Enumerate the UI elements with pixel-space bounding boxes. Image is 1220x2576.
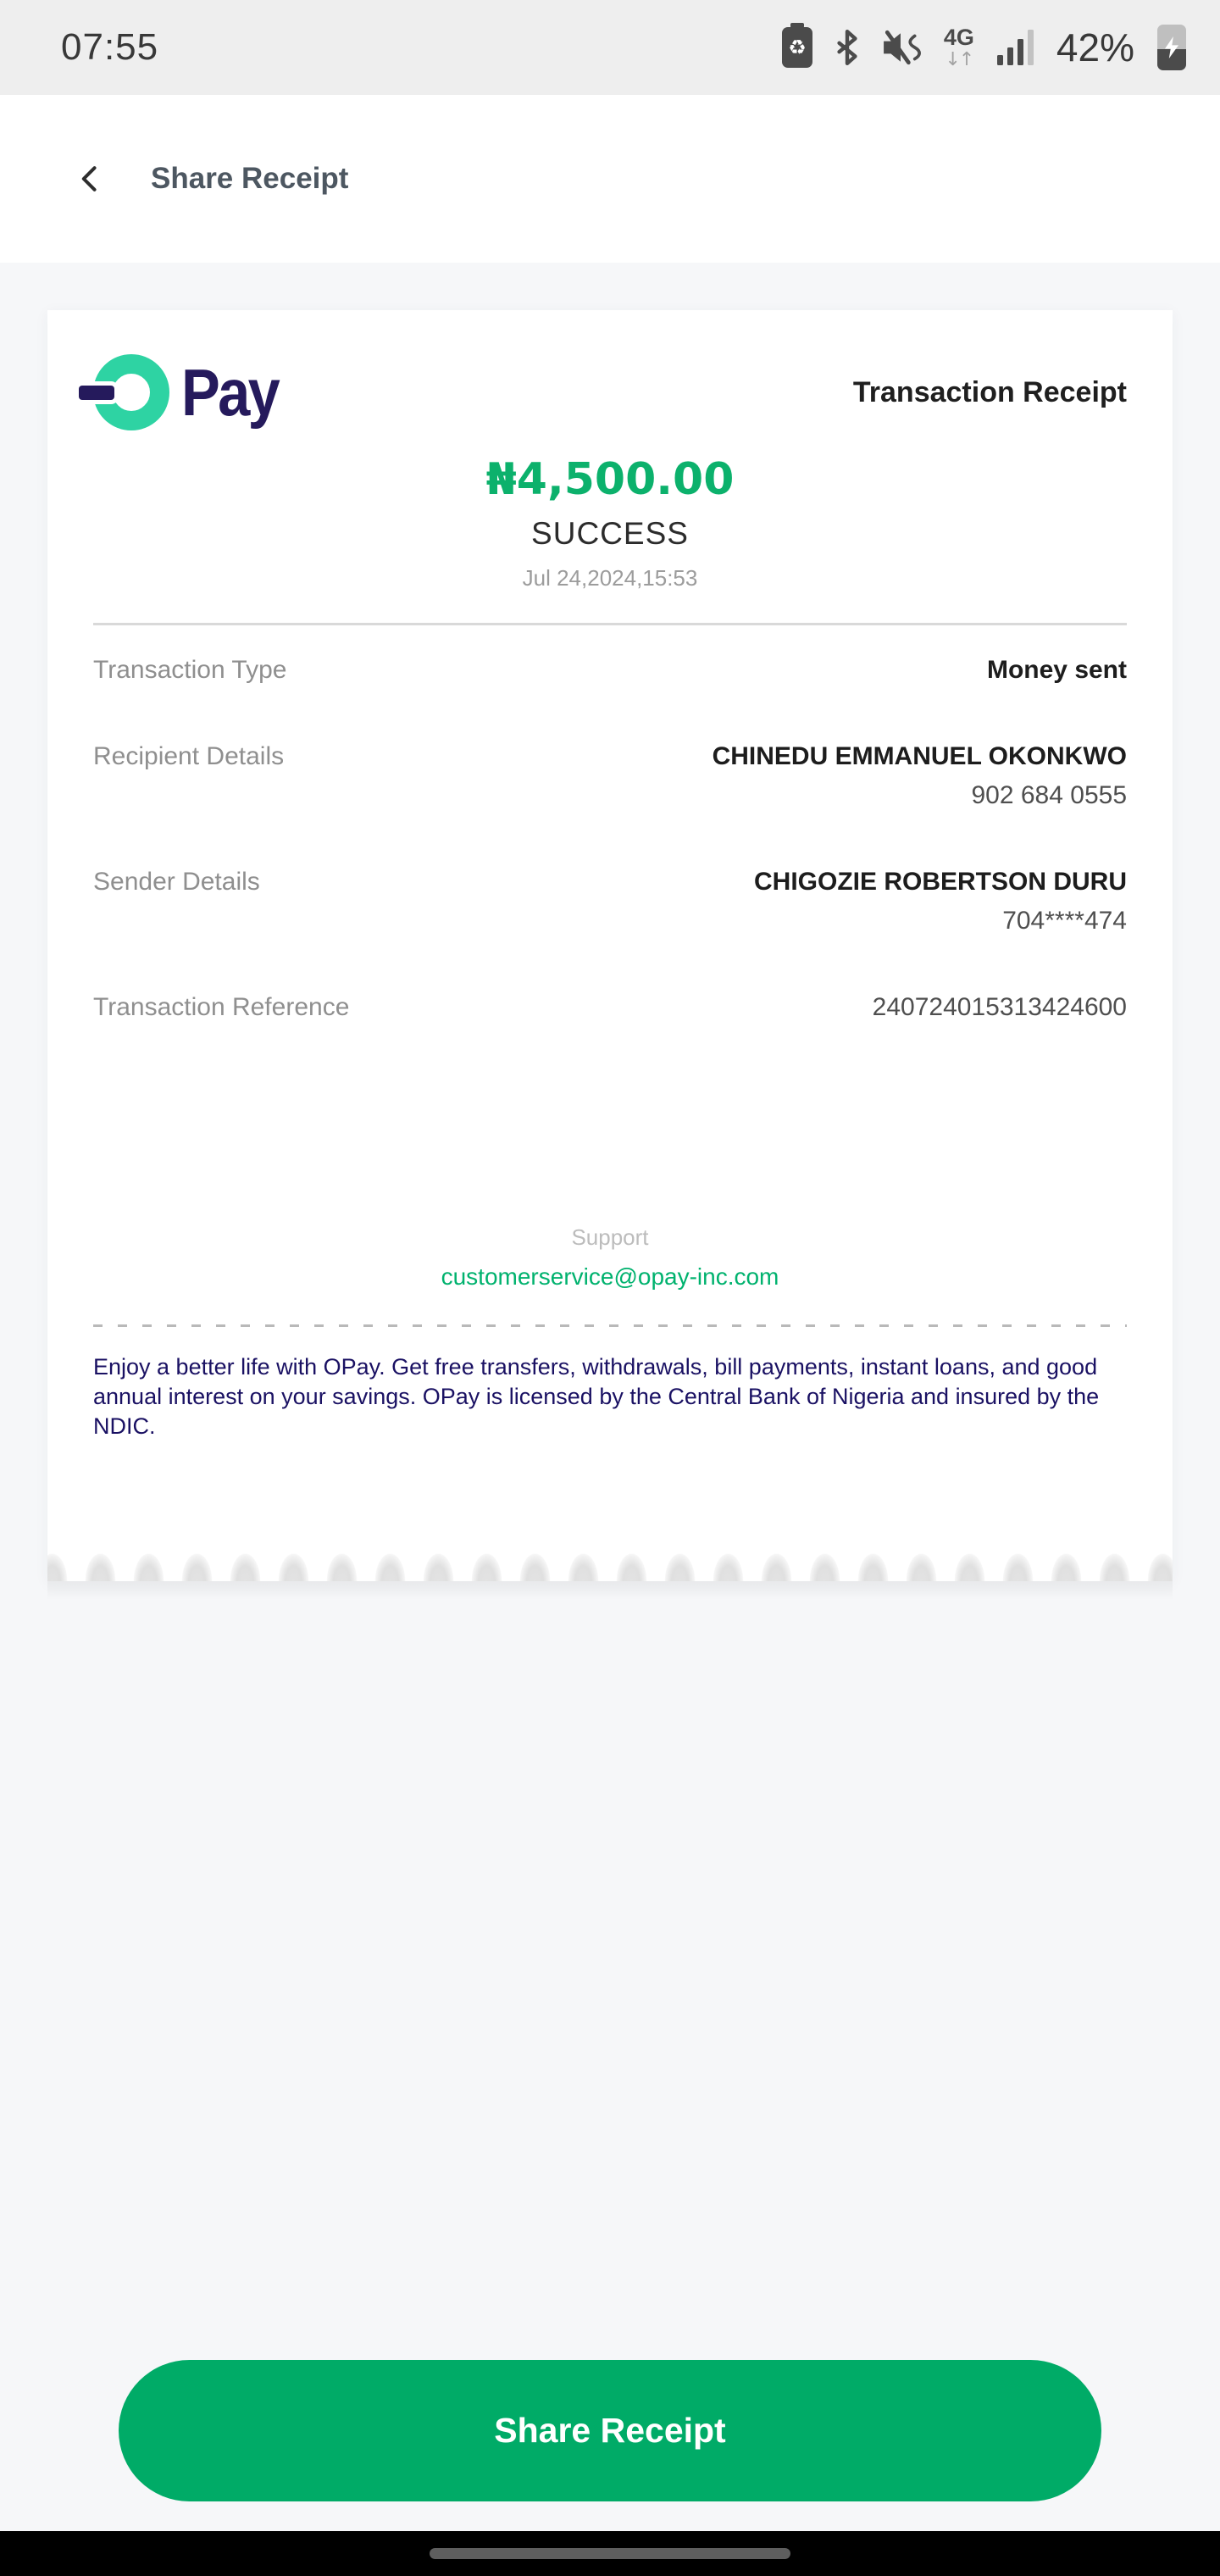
receipt-row [93,863,1127,941]
opay-logo [93,354,291,430]
app-header [0,95,1220,263]
bottom-nav-bar [0,2531,1220,2576]
row-label: Recipient Details [93,742,285,770]
row-label: Transaction Reference [93,993,350,1021]
row-values [713,737,1127,815]
page-title: Share Receipt [151,162,349,195]
battery-charging-icon [1157,25,1186,70]
4g-network-icon [944,26,974,69]
network-label: 4G [943,24,974,50]
receipt-scalloped-edge [47,1552,1173,1581]
updown-arrows-icon: ↓↑ [945,48,973,70]
support-email-link[interactable]: customerservice@opay-inc.com [441,1263,779,1290]
row-values [754,863,1127,941]
brand-row [93,354,1127,430]
clock: 07:55 [61,26,159,68]
share-receipt-button[interactable]: Share Receipt [119,2360,1101,2501]
gesture-handle[interactable] [430,2548,790,2559]
charging-bolt-icon [1165,36,1178,58]
receipt-card [47,310,1173,1581]
dashed-divider [93,1324,1127,1327]
receipt-value: CHINEDU EMMANUEL OKONKWO [712,742,1127,770]
status-icons [782,25,1186,70]
row-values [987,651,1127,690]
opay-dash-icon [79,386,114,400]
battery-saver-icon [782,27,812,68]
bluetooth-icon [835,29,859,66]
status-bar [0,0,1220,95]
receipt-row [93,737,1127,815]
row-label: Sender Details [93,868,260,896]
receipt-row [93,988,1127,1027]
receipt-value: CHIGOZIE ROBERTSON DURU [753,868,1127,896]
amount: ₦4,500.00 [485,454,735,505]
transaction-datetime: Jul 24,2024,15:53 [522,565,698,591]
support-label: Support [571,1224,649,1250]
footer-note: Enjoy a better life with OPay. Get free transfers, withdrawals, bill payments, instant loans, and good annual interest on your savings. OPay is licensed by the Central Bank of Nigeria and insured by the NDIC. [93,1354,1100,1439]
status-badge: SUCCESS [531,516,689,551]
row-label: Transaction Type [93,656,287,684]
receipt-value: Money sent [986,656,1127,684]
card-shadow [47,1581,1173,1600]
receipt-row [93,651,1127,690]
battery-percent: 42% [1056,25,1134,69]
back-button[interactable] [71,160,108,197]
row-values [873,988,1127,1027]
receipt-value: 240724015313424600 [872,993,1127,1021]
mute-vibrate-icon [882,30,921,65]
receipt-value: 704****474 [1002,907,1127,935]
signal-strength-icon [997,30,1034,65]
opay-logo-text: Pay [181,355,279,430]
receipt-rows [93,625,1127,1027]
receipt-value: 902 684 0555 [971,781,1127,809]
recycle-glyph: ♻ [788,36,807,59]
receipt-title: Transaction Receipt [852,375,1127,408]
back-chevron-icon [73,162,107,196]
